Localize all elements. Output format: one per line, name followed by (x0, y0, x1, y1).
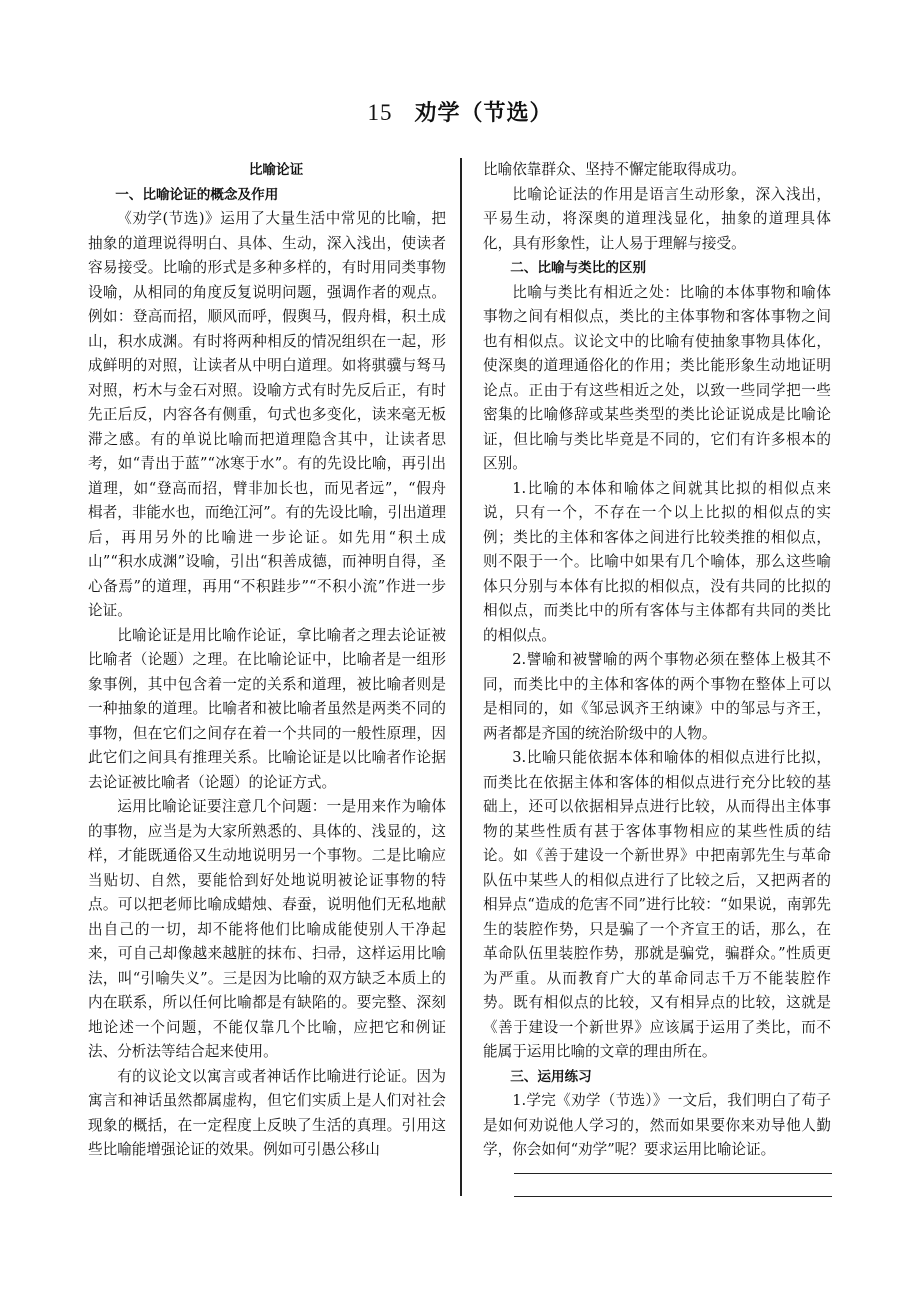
subsection-heading-1: 一、比喻论证的概念及作用 (115, 186, 279, 203)
answer-line[interactable] (514, 1173, 832, 1174)
paragraph: 有的议论文以寓言或者神话作比喻进行论证。因为寓言和神话虽然都属虚构，但它们实质上是人们对社会现象的概括，在一定程度上反映了生活的真理。引用这些比喻能增强论证的效果。例如可引愚公移山 (88, 1067, 446, 1158)
left-column (88, 158, 446, 1163)
paragraph: 比喻论证法的作用是语言生动形象，深入浅出，平易生动，将深奥的道理浅显化，抽象的道理具体化，具有形象性，让人易于理解与接受。 (483, 185, 831, 252)
paragraph: 《劝学(节选)》运用了大量生活中常见的比喻，把抽象的道理说得明白、具体、生动，深入浅出，使读者容易接受。比喻的形式是多种多样的，有时用同类事物设喻，从相同的角度反复说明问题，强调作者的观点。例如：登高而招，顺风而呼，假舆马，假舟楫，积土成山，积水成渊。有时将两种相反的情况组织在一起，形成鲜明的对照，让读者从中明白道理。如将骐骥与驽马对照，朽木与金石对照。设喻方式有时先反后正，有时先正后反，内容各有侧重，句式也多变化，读来毫无板滞之感。有的单说比喻而把道理隐含其中，让读者思考，如“青出于蓝”“冰寒于水”。有的先设比喻，再引出道理，如“登高而招，臂非加长也，而见者远”，“假舟楫者，非能水也，而绝江河”。有的先设比喻，引出道理后，再用另外的比喻进一步论证。如先用“积土成山”“积水成渊”设喻，引出“积善成德，而神明自得，圣心备焉”的道理，再用“不积跬步”“不积小流”作进一步论证。 (88, 210, 446, 619)
answer-line[interactable] (514, 1196, 832, 1197)
list-item: 1.比喻的本体和喻体之间就其比拟的相似点来说，只有一个，不存在一个以上比拟的相似点的实例；类比的主体和客体之间进行比较类推的相似点，则不限于一个。比喻中如果有几个喻体，那么这些喻体只分别与本体有比拟的相似点，没有共同的比拟的相似点，而类比中的所有客体与主体都有共同的类比的相似点。 (483, 479, 831, 644)
exercise-prompt: 1.学完《劝学（节选）》一文后，我们明白了荀子是如何劝说他人学习的，然而如果要你来劝导他人勤学，你会如何“劝学”呢？要求运用比喻论证。 (483, 1092, 831, 1158)
paragraph: 比喻与类比有相近之处：比喻的本体事物和喻体事物之间有相似点，类比的主体事物和客体事物之间也有相似点。议论文中的比喻有使抽象事物具体化，使深奥的道理通俗化的作用；类比能形象生动地证明论点。正由于有这些相近之处，以致一些同学把一些密集的比喻修辞或某些类型的类比论证说成是比喻论证，但比喻与类比毕竟是不同的，它们有许多根本的区别。 (483, 283, 831, 472)
paragraph: 运用比喻论证要注意几个问题：一是用来作为喻体的事物，应当是为大家所熟悉的、具体的、浅显的，这样，才能既通俗又生动地说明另一个事物。二是比喻应当贴切、自然，要能恰到好处地说明被论证事物的特点。可以把老师比喻成蜡烛、春蚕，说明他们无私地献出自己的一切，却不能将他们比喻成能使别人干净起来，可自己却像越来越脏的抹布、扫帚，这样运用比喻法，叫“引喻失义”。三是因为比喻的双方缺乏本质上的内在联系，所以任何比喻都是有缺陷的。要完整、深刻地论述一个问题，不能仅靠几个比喻，应把它和例证法、分析法等结合起来使用。 (88, 798, 446, 1060)
paragraph-continuation: 比喻依靠群众、坚持不懈定能取得成功。 (483, 161, 746, 178)
section-heading: 比喻论证 (248, 162, 304, 178)
column-divider (460, 158, 462, 1196)
subsection-heading-2: 二、比喻与类比的区别 (510, 260, 647, 276)
list-item: 2.譬喻和被譬喻的两个事物必须在整体上极其不同，而类比中的主体和客体的两个事物在整体上可以是相同的，如《邹忌讽齐王纳谏》中的邹忌与齐王，两者都是齐国的统治阶级中的人物。 (483, 651, 831, 742)
lesson-number: 15 (367, 100, 393, 125)
page-title (0, 96, 920, 127)
right-column (483, 158, 831, 1197)
subsection-heading-3: 三、运用练习 (510, 1068, 592, 1085)
paragraph: 比喻论证是用比喻作论证，拿比喻者之理去论证被比喻者（论题）之理。在比喻论证中，比喻者是一组形象事例，其中包含着一定的关系和道理，被比喻者则是一种抽象的道理。比喻者和被比喻者虽然是两类不同的事物，但在它们之间存在着一个共同的一般性原理，因此它们之间具有推理关系。比喻论证是以比喻者作论据去论证被比喻者（论题）的论证方式。 (88, 626, 446, 791)
lesson-title: 劝学（节选） (414, 100, 553, 126)
list-item: 3.比喻只能依据本体和喻体的相似点进行比拟，而类比在依据主体和客体的相似点进行充分比较的基础上，还可以依据相异点进行比较，从而得出主体事物的某些性质有甚于客体事物相应的某些性质的结论。如《善于建设一个新世界》中把南郭先生与革命队伍中某些人的相似点进行了比较之后，又把两者的相异点“造成的危害不同”进行比较：“如果说，南郭先生的装腔作势，只是骗了一个齐宣王的话，那么，在革命队伍里装腔作势，那就是骗党，骗群众。”性质更为严重。从而教育广大的革命同志千万不能装腔作势。既有相似点的比较，又有相异点的比较，这就是《善于建设一个新世界》应该属于运用了类比，而不能属于运用比喻的文章的理由所在。 (483, 749, 831, 1060)
